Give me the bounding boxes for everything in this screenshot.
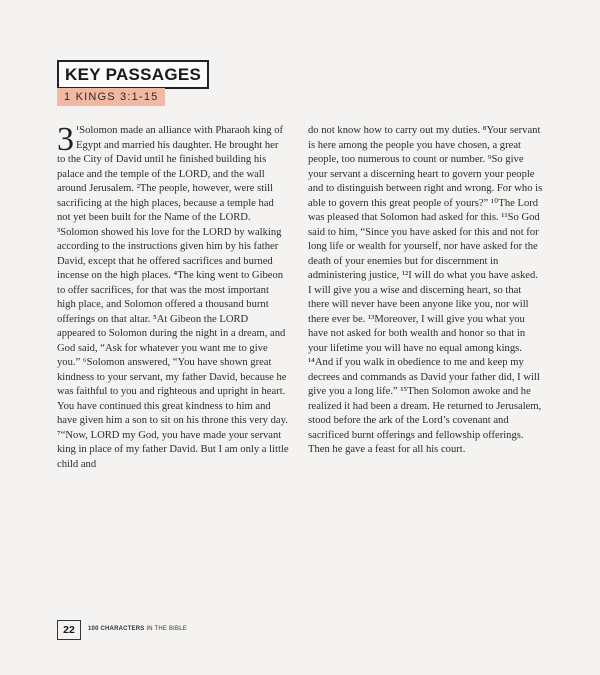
passage-column-left xyxy=(57,121,289,472)
page-number: 22 xyxy=(57,620,81,640)
book-title-bold: 100 CHARACTERS xyxy=(88,626,145,632)
book-title-rest: IN THE BIBLE xyxy=(144,626,187,632)
passage-column-right xyxy=(308,124,544,458)
chapter-drop-cap: 3 xyxy=(57,121,74,158)
passage-text-left: ¹Solomon made an alliance with Pharaoh king of Egypt and married his daughter. He brought her to the City of David until he finished building his palace and the temple of the LORD, and the wall around Jerusalem. ²The people, however, were still sacrificing at the high places, because a temple had not yet been built for the Name of the LORD. ³Solomon showed his love for the LORD by walking according to the instructions given him by his father David, except that he offered sacrifices and burned incense on the high places. ⁴The king went to Gibeon to offer sacrifices, for that was the most important high place, and Solomon offered a thousand burnt offerings on that altar. ⁵At Gibeon the LORD appeared to Solomon during the night in a dream, and God said, “Ask for whatever you want me to give you.” ⁶Solomon answered, “You have shown great kindness to your servant, my father David, because he was faithful to you and righteous and upright in heart. You have continued this great kindness to him and have given him a son to sit on his throne this very day. ⁷“Now, LORD my God, you have made your servant king in place of my father David. But I am only a little child and xyxy=(57,125,289,470)
section-title: KEY PASSAGES xyxy=(57,60,209,89)
running-footer xyxy=(88,626,187,632)
scripture-reference: 1 KINGS 3:1-15 xyxy=(57,88,165,106)
passage-text-right: do not know how to carry out my duties. ⁸Your servant is here among the people you have chosen, a great people, too numerous to count or number. ⁹So give your servant a discerning heart to govern your people and to distinguish between right and wrong. For who is able to govern this great people of yours?” ¹⁰The Lord was pleased that Solomon had asked for this. ¹¹So God said to him, “Since you have asked for this and not for long life or wealth for yourself, nor have asked for the death of your enemies but for discernment in administering justice, ¹²I will do what you have asked. I will give you a wise and discerning heart, so that there will never have been anyone like you, nor will there ever be. ¹³Moreover, I will give you what you have not asked for both wealth and honor so that in your lifetime you will have no equal among kings. ¹⁴And if you walk in obedience to me and keep my decrees and commands as David your father did, I will give you a long life.” ¹⁵Then Solomon awoke and he realized it had been a dream. He returned to Jerusalem, stood before the ark of the Lord’s covenant and sacrificed burnt offerings and fellowship offerings. Then he gave a feast for all his court. xyxy=(308,125,543,455)
